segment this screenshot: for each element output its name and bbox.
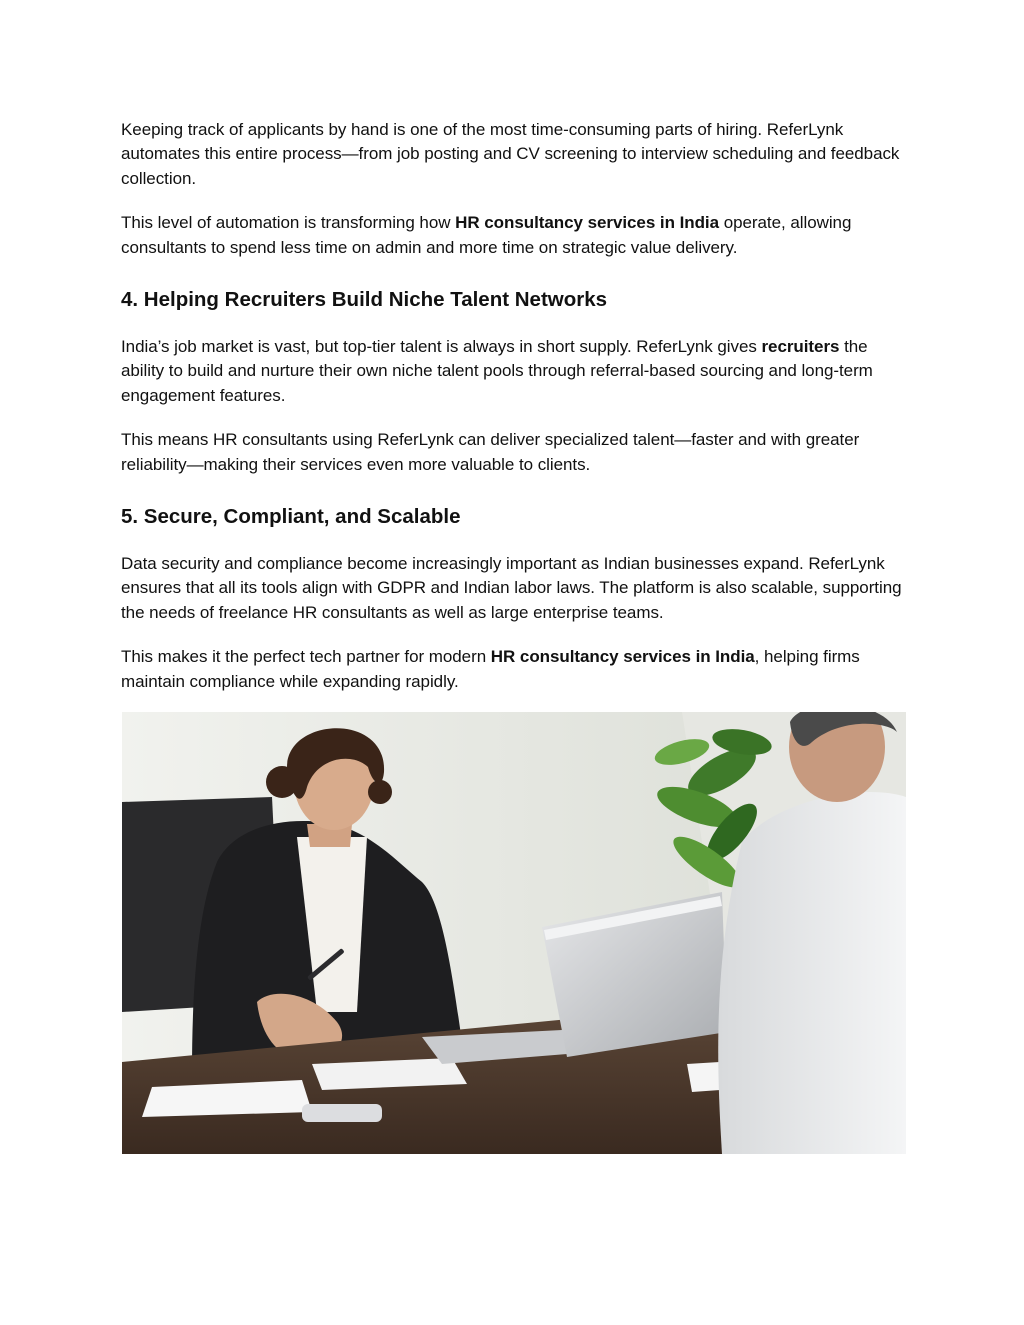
paragraph-tech-partner [121, 645, 911, 694]
talent-pools-emphasis: recruiters [761, 337, 840, 357]
interview-illustration [122, 712, 906, 1154]
automation-text-end: operate, allowing consultants to spend less time on admin and more time on strategic value delivery. [121, 213, 852, 257]
tech-partner-text-start: This makes it the perfect tech partner for modern [121, 647, 491, 667]
talent-pools-text-end: the ability to build and nurture their own niche talent pools through referral-based sourcing and long-term engagement features. [121, 337, 873, 405]
section-5-heading: 5. Secure, Compliant, and Scalable [121, 505, 461, 529]
paragraph-applicant-tracking: Keeping track of applicants by hand is one of the most time-consuming parts of hiring. ReferLynk automates this entire process—from job posting and CV screening to interview scheduling and feedback collection. [121, 120, 900, 188]
paragraph-automation [121, 211, 911, 260]
paragraph-data-security: Data security and compliance become increasingly important as Indian businesses expand. ReferLynk ensures that all its tools align with GDPR and Indian labor laws. The platform is also scalable, supporting the needs of freelance HR consultants as well as large enterprise teams. [121, 554, 902, 622]
paragraph-talent-pools [121, 335, 911, 408]
tech-partner-text-end: , helping firms maintain compliance while expanding rapidly. [121, 647, 860, 691]
automation-emphasis: HR consultancy services in India [455, 213, 720, 233]
paragraph-specialized-talent: This means HR consultants using ReferLynk can deliver specialized talent—faster and with greater reliability—making their services even more valuable to clients. [121, 430, 860, 474]
automation-text-start: This level of automation is transforming how [121, 213, 456, 233]
tech-partner-emphasis: HR consultancy services in India [490, 647, 755, 667]
talent-pools-text-start: India’s job market is vast, but top-tier talent is always in short supply. ReferLynk gives [121, 337, 762, 357]
document-body [121, 118, 911, 694]
section-4-heading: 4. Helping Recruiters Build Niche Talent Networks [121, 288, 608, 312]
interview-photo [122, 712, 906, 1154]
